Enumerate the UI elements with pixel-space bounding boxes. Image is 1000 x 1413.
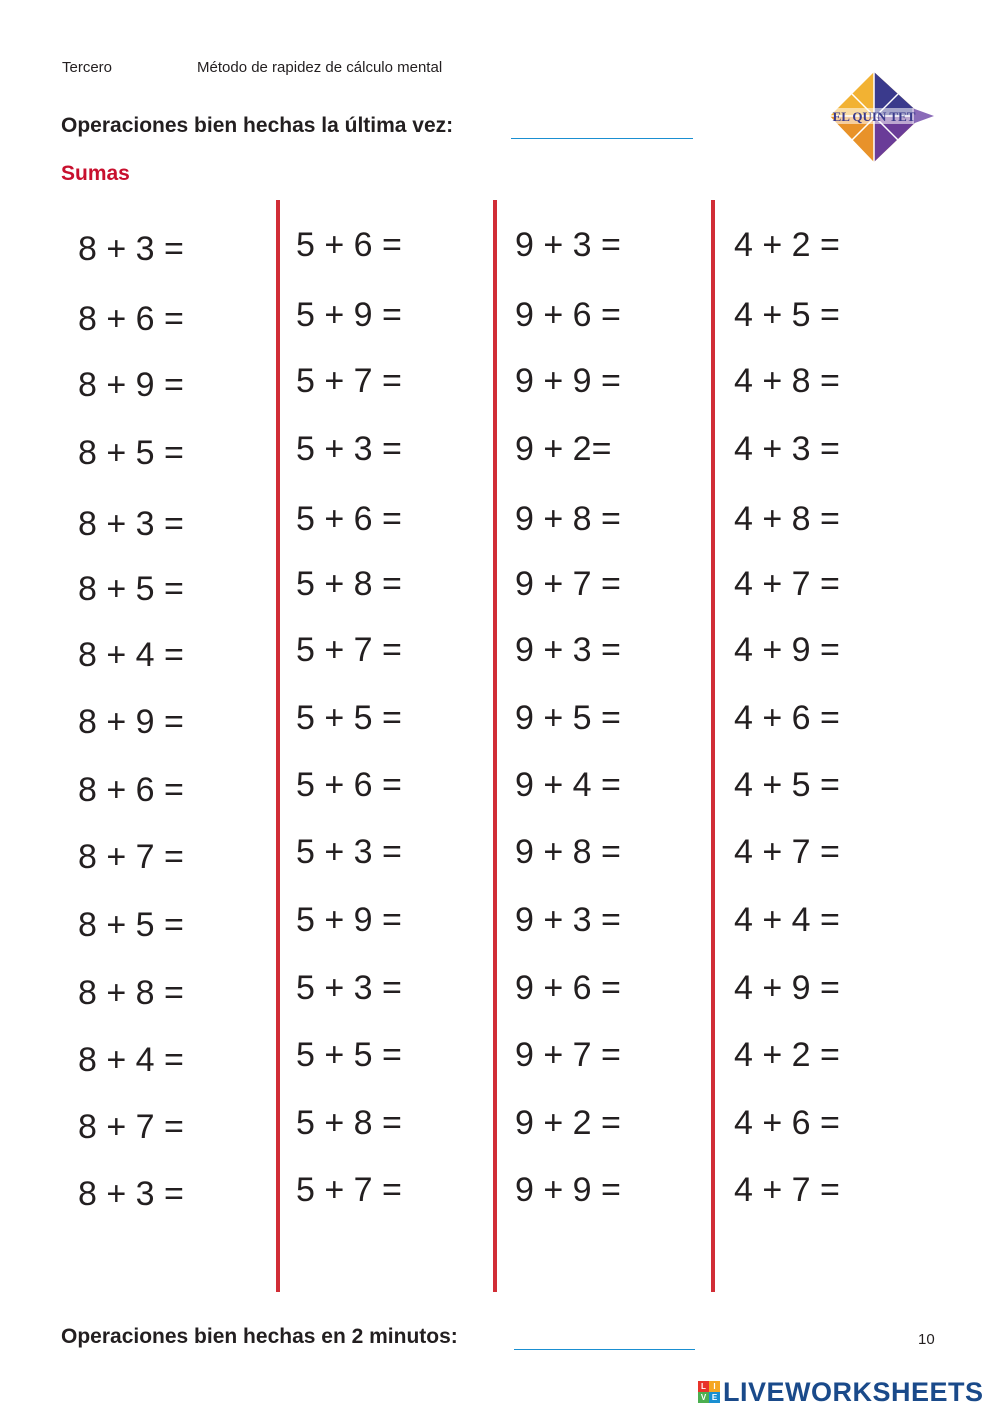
column-divider-1 [276, 200, 280, 1292]
operation-item: 4 + 6 = [734, 699, 840, 737]
operation-item: 4 + 6 = [734, 1104, 840, 1142]
operation-item: 8 + 7 = [78, 1108, 184, 1146]
operation-item: 4 + 2 = [734, 1036, 840, 1074]
operation-item: 8 + 9 = [78, 703, 184, 741]
operation-item: 4 + 3 = [734, 430, 840, 468]
page-number: 10 [918, 1331, 935, 1348]
operation-item: 8 + 5 = [78, 570, 184, 608]
operation-item: 8 + 3 = [78, 1175, 184, 1213]
operation-item: 5 + 7 = [296, 362, 402, 400]
column-divider-3 [711, 200, 715, 1292]
operation-item: 5 + 5 = [296, 699, 402, 737]
operation-item: 5 + 8 = [296, 1104, 402, 1142]
operation-item: 4 + 7 = [734, 565, 840, 603]
operation-item: 9 + 6 = [515, 296, 621, 334]
operation-item: 9 + 3 = [515, 901, 621, 939]
operation-item: 8 + 5 = [78, 434, 184, 472]
quintet-logo [826, 70, 938, 164]
operation-item: 5 + 3 = [296, 430, 402, 468]
operation-item: 5 + 6 = [296, 500, 402, 538]
liveworksheets-logo-icon [698, 1381, 720, 1403]
operation-item: 4 + 9 = [734, 969, 840, 1007]
brand-mark-letter: V [698, 1392, 709, 1403]
brand-mark-letter: E [709, 1392, 720, 1403]
operation-item: 9 + 3 = [515, 226, 621, 264]
grade-label: Tercero [62, 59, 113, 76]
operation-item: 5 + 9 = [296, 296, 402, 334]
operation-item: 9 + 9 = [515, 362, 621, 400]
operation-item: 8 + 7 = [78, 838, 184, 876]
operation-item: 4 + 8 = [734, 500, 840, 538]
brand-mark-letter: I [709, 1381, 720, 1392]
operation-item: 9 + 8 = [515, 500, 621, 538]
operation-item: 8 + 3 = [78, 230, 184, 268]
operation-item: 5 + 8 = [296, 565, 402, 603]
current-score-label: Operaciones bien hechas en 2 minutos: [61, 1325, 458, 1348]
previous-score-label: Operaciones bien hechas la última vez: [61, 114, 454, 137]
quintet-logo-text: EL QUIN TET [832, 109, 916, 124]
operation-item: 8 + 4 = [78, 636, 184, 674]
operation-item: 5 + 5 = [296, 1036, 402, 1074]
quintet-logo-graphic [826, 70, 938, 164]
operation-item: 9 + 8 = [515, 833, 621, 871]
operation-item: 9 + 6 = [515, 969, 621, 1007]
operation-item: 5 + 3 = [296, 833, 402, 871]
operation-item: 4 + 8 = [734, 362, 840, 400]
operation-item: 9 + 9 = [515, 1171, 621, 1209]
operation-item: 5 + 3 = [296, 969, 402, 1007]
operation-item: 4 + 9 = [734, 631, 840, 669]
liveworksheets-wordmark: LIVEWORKSHEETS [723, 1376, 984, 1407]
operation-item: 9 + 3 = [515, 631, 621, 669]
liveworksheets-brand[interactable] [698, 1378, 984, 1406]
column-divider-2 [493, 200, 497, 1292]
section-title: Sumas [61, 162, 130, 185]
operation-item: 4 + 5 = [734, 766, 840, 804]
operation-item: 5 + 9 = [296, 901, 402, 939]
operation-item: 8 + 5 = [78, 906, 184, 944]
operation-item: 5 + 6 = [296, 226, 402, 264]
operation-item: 4 + 2 = [734, 226, 840, 264]
operation-item: 9 + 7 = [515, 565, 621, 603]
operation-item: 8 + 4 = [78, 1041, 184, 1079]
operation-item: 8 + 6 = [78, 771, 184, 809]
operation-item: 4 + 4 = [734, 901, 840, 939]
operation-item: 5 + 7 = [296, 631, 402, 669]
operation-item: 5 + 6 = [296, 766, 402, 804]
operation-item: 9 + 4 = [515, 766, 621, 804]
brand-mark-letter: L [698, 1381, 709, 1392]
current-score-field[interactable] [514, 1349, 695, 1350]
operation-item: 4 + 5 = [734, 296, 840, 334]
operation-item: 9 + 2= [515, 430, 612, 468]
operation-item: 8 + 6 = [78, 300, 184, 338]
operation-item: 9 + 5 = [515, 699, 621, 737]
operation-item: 5 + 7 = [296, 1171, 402, 1209]
operation-item: 8 + 8 = [78, 974, 184, 1012]
previous-score-field[interactable] [511, 138, 693, 139]
operation-item: 4 + 7 = [734, 833, 840, 871]
operation-item: 8 + 3 = [78, 505, 184, 543]
operation-item: 4 + 7 = [734, 1171, 840, 1209]
operation-item: 9 + 2 = [515, 1104, 621, 1142]
method-title: Método de rapidez de cálculo mental [197, 59, 443, 76]
operation-item: 9 + 7 = [515, 1036, 621, 1074]
operation-item: 8 + 9 = [78, 366, 184, 404]
